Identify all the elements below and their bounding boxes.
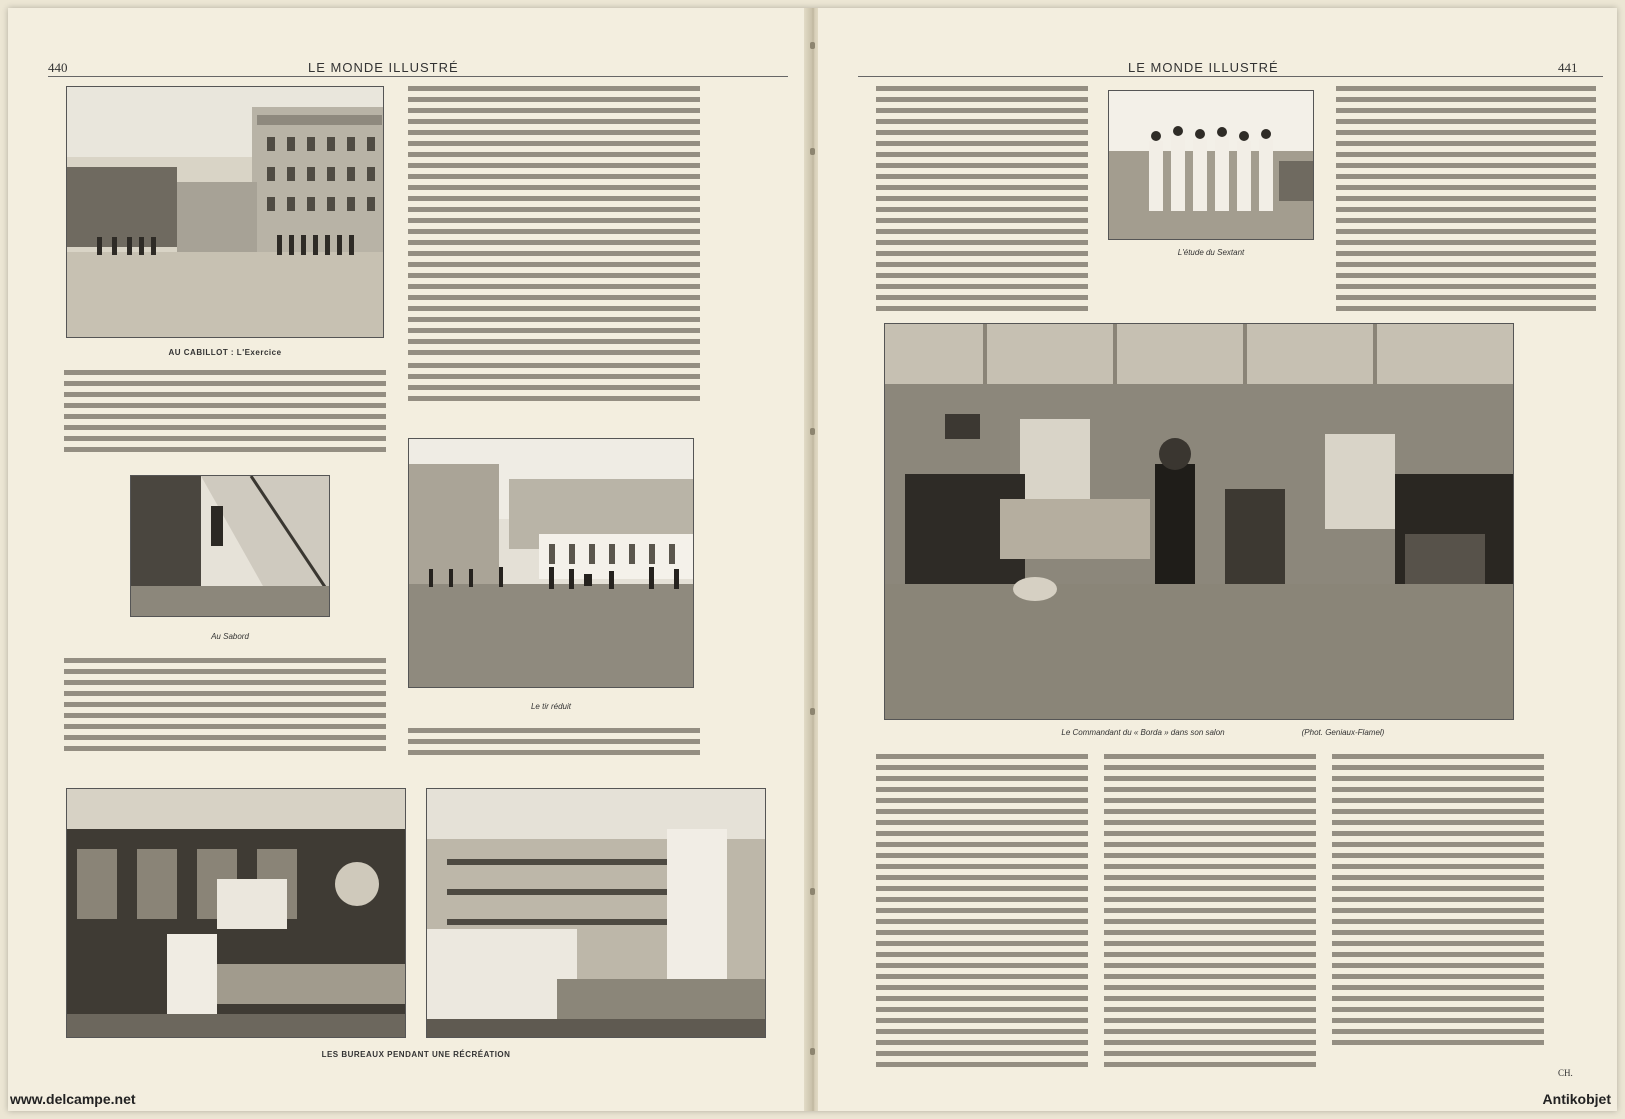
article-text bbox=[1336, 86, 1596, 317]
right-column-2-top bbox=[1336, 86, 1596, 317]
header-rule-right bbox=[858, 76, 1603, 77]
photo-bureaux-right bbox=[426, 788, 766, 1038]
column-2-upper bbox=[408, 86, 700, 407]
caption-commandant-credit: (Phot. Geniaux-Flamel) bbox=[1301, 728, 1385, 737]
author-signature: CH. bbox=[1558, 1068, 1573, 1078]
left-page bbox=[8, 8, 808, 1111]
caption-commandant: Le Commandant du « Borda » dans son salon bbox=[1061, 728, 1225, 737]
right-column-3-bottom bbox=[1332, 754, 1544, 1051]
caption-sextant: L'étude du Sextant bbox=[1177, 248, 1245, 257]
caption-tir: Le tir réduit bbox=[530, 702, 572, 711]
article-text bbox=[876, 754, 1088, 1073]
running-head-right: LE MONDE ILLUSTRÉ bbox=[1128, 60, 1279, 75]
photo-cabillot-exercise bbox=[66, 86, 384, 338]
page-number-right: 441 bbox=[1558, 60, 1578, 75]
photo-bureaux-left bbox=[66, 788, 406, 1038]
column-1-lower bbox=[64, 658, 386, 757]
photo-tir-reduit bbox=[408, 438, 694, 688]
photo-au-sabord bbox=[130, 475, 330, 617]
article-text bbox=[64, 370, 386, 458]
header-rule-left bbox=[48, 76, 788, 77]
watermark-delcampe: www.delcampe.net bbox=[10, 1091, 136, 1107]
binding-stitch bbox=[810, 428, 815, 435]
article-text bbox=[64, 658, 386, 757]
caption-sabord: Au Sabord bbox=[211, 632, 249, 641]
column-2-lower bbox=[408, 728, 700, 761]
right-page bbox=[818, 8, 1617, 1111]
article-text bbox=[1104, 754, 1316, 1073]
binding-stitch bbox=[810, 42, 815, 49]
seller-brand: Antikobjet bbox=[1542, 1091, 1611, 1107]
right-column-2-bottom bbox=[1104, 754, 1316, 1073]
photo-etude-sextant bbox=[1108, 90, 1314, 240]
running-head-left: LE MONDE ILLUSTRÉ bbox=[308, 60, 459, 75]
binding-stitch bbox=[810, 888, 815, 895]
magazine-spread bbox=[8, 8, 1617, 1111]
article-text bbox=[1332, 754, 1544, 1051]
caption-bureaux: LES BUREAUX PENDANT UNE RÉCRÉATION bbox=[321, 1050, 511, 1059]
article-text bbox=[408, 86, 700, 361]
binding-stitch bbox=[810, 1048, 815, 1055]
article-text bbox=[876, 86, 1088, 317]
caption-exercise: AU CABILLOT : L'Exercice bbox=[168, 348, 282, 357]
right-column-1-top bbox=[876, 86, 1088, 317]
column-1-upper bbox=[64, 370, 386, 458]
article-text bbox=[408, 728, 700, 761]
binding-stitch bbox=[810, 148, 815, 155]
article-text bbox=[408, 363, 700, 407]
page-number-left: 440 bbox=[48, 60, 68, 75]
photo-commandant-salon bbox=[884, 323, 1514, 720]
right-column-1-bottom bbox=[876, 754, 1088, 1073]
binding-stitch bbox=[810, 708, 815, 715]
